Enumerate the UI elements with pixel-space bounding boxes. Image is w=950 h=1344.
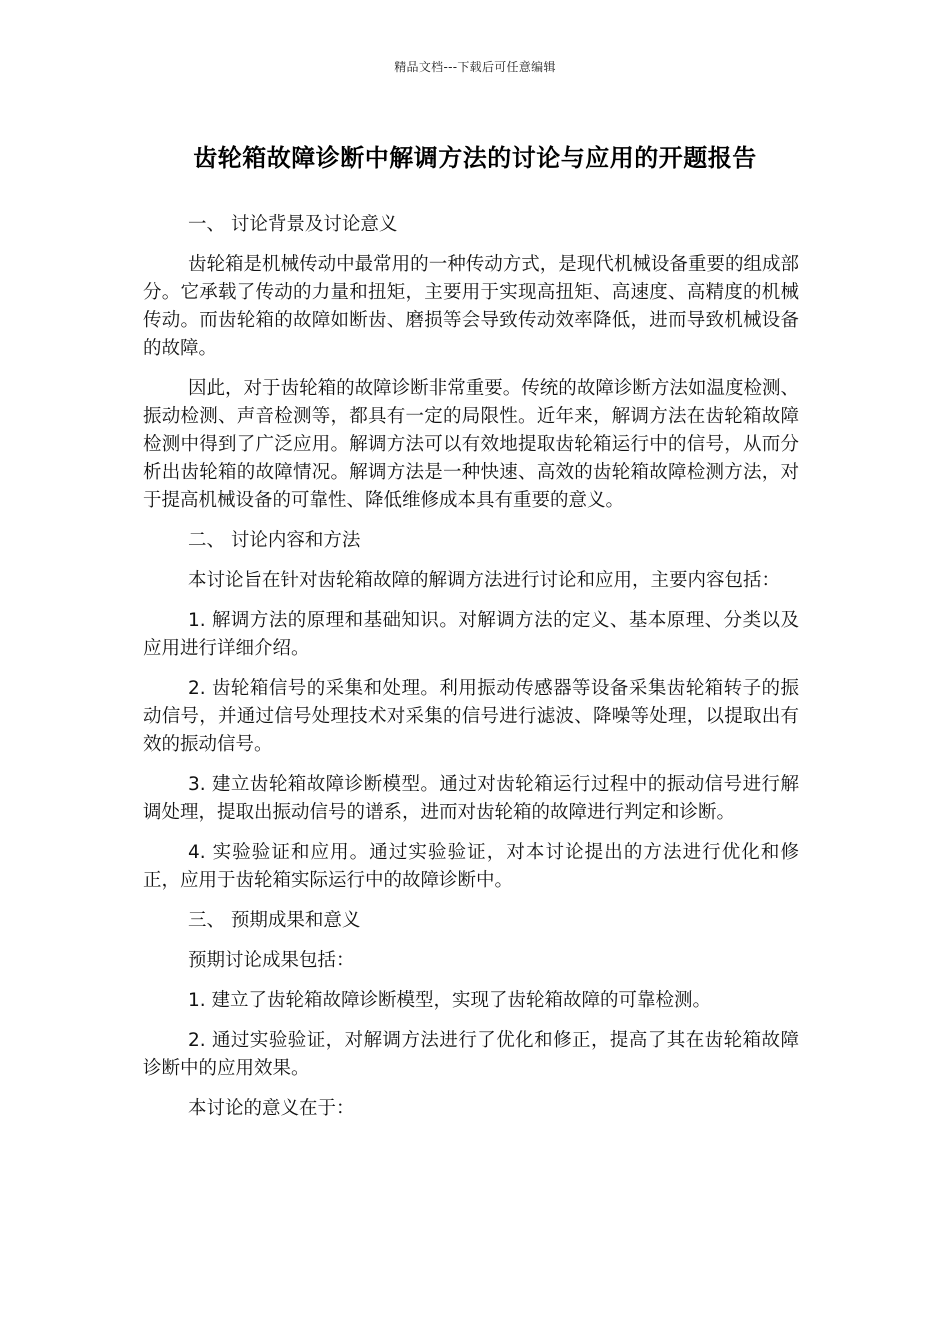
paragraph-significance-intro: 本讨论的意义在于： (188, 1098, 355, 1119)
section-heading-1: 一、 讨论背景及讨论意义 (188, 214, 398, 235)
list-item-content-2: 2. 齿轮箱信号的采集和处理。利用振动传感器等设备采集齿轮箱转子的振动信号，并通过信号处理技术对采集的信号进行滤波、降噪等处理，以提取出有效的振动信号。 (143, 678, 799, 755)
paragraph-background: 齿轮箱是机械传动中最常用的一种传动方式，是现代机械设备重要的组成部分。它承载了传动的力量和扭矩，主要用于实现高扭矩、高速度、高精度的机械传动。而齿轮箱的故障如断齿、磨损等会导致传动效率降低，进而导致机械设备的故障。 (143, 254, 799, 359)
paragraph-content-intro: 本讨论旨在针对齿轮箱故障的解调方法进行讨论和应用，主要内容包括： (188, 570, 781, 591)
list-item-content-3: 3. 建立齿轮箱故障诊断模型。通过对齿轮箱运行过程中的振动信号进行解调处理，提取出振动信号的谱系，进而对齿轮箱的故障进行判定和诊断。 (143, 774, 799, 823)
document-title: 齿轮箱故障诊断中解调方法的讨论与应用的开题报告 (193, 144, 757, 172)
header-note: 精品文档---下载后可任意编辑 (394, 60, 556, 74)
section-heading-3: 三、 预期成果和意义 (188, 910, 361, 931)
list-item-result-1: 1. 建立了齿轮箱故障诊断模型，实现了齿轮箱故障的可靠检测。 (188, 990, 712, 1011)
paragraph-results-intro: 预期讨论成果包括： (188, 950, 355, 971)
section-heading-2: 二、 讨论内容和方法 (188, 530, 361, 551)
list-item-result-2: 2. 通过实验验证，对解调方法进行了优化和修正，提高了其在齿轮箱故障诊断中的应用效果。 (143, 1030, 799, 1079)
list-item-content-4: 4. 实验验证和应用。通过实验验证，对本讨论提出的方法进行优化和修正，应用于齿轮箱实际运行中的故障诊断中。 (143, 842, 799, 891)
document-body (143, 211, 799, 1135)
paragraph-importance: 因此，对于齿轮箱的故障诊断非常重要。传统的故障诊断方法如温度检测、振动检测、声音检测等，都具有一定的局限性。近年来，解调方法在齿轮箱故障检测中得到了广泛应用。解调方法可以有效地提取齿轮箱运行中的信号，从而分析出齿轮箱的故障情况。解调方法是一种快速、高效的齿轮箱故障检测方法，对于提高机械设备的可靠性、降低维修成本具有重要的意义。 (143, 378, 799, 511)
list-item-content-1: 1. 解调方法的原理和基础知识。对解调方法的定义、基本原理、分类以及应用进行详细介绍。 (143, 610, 799, 659)
